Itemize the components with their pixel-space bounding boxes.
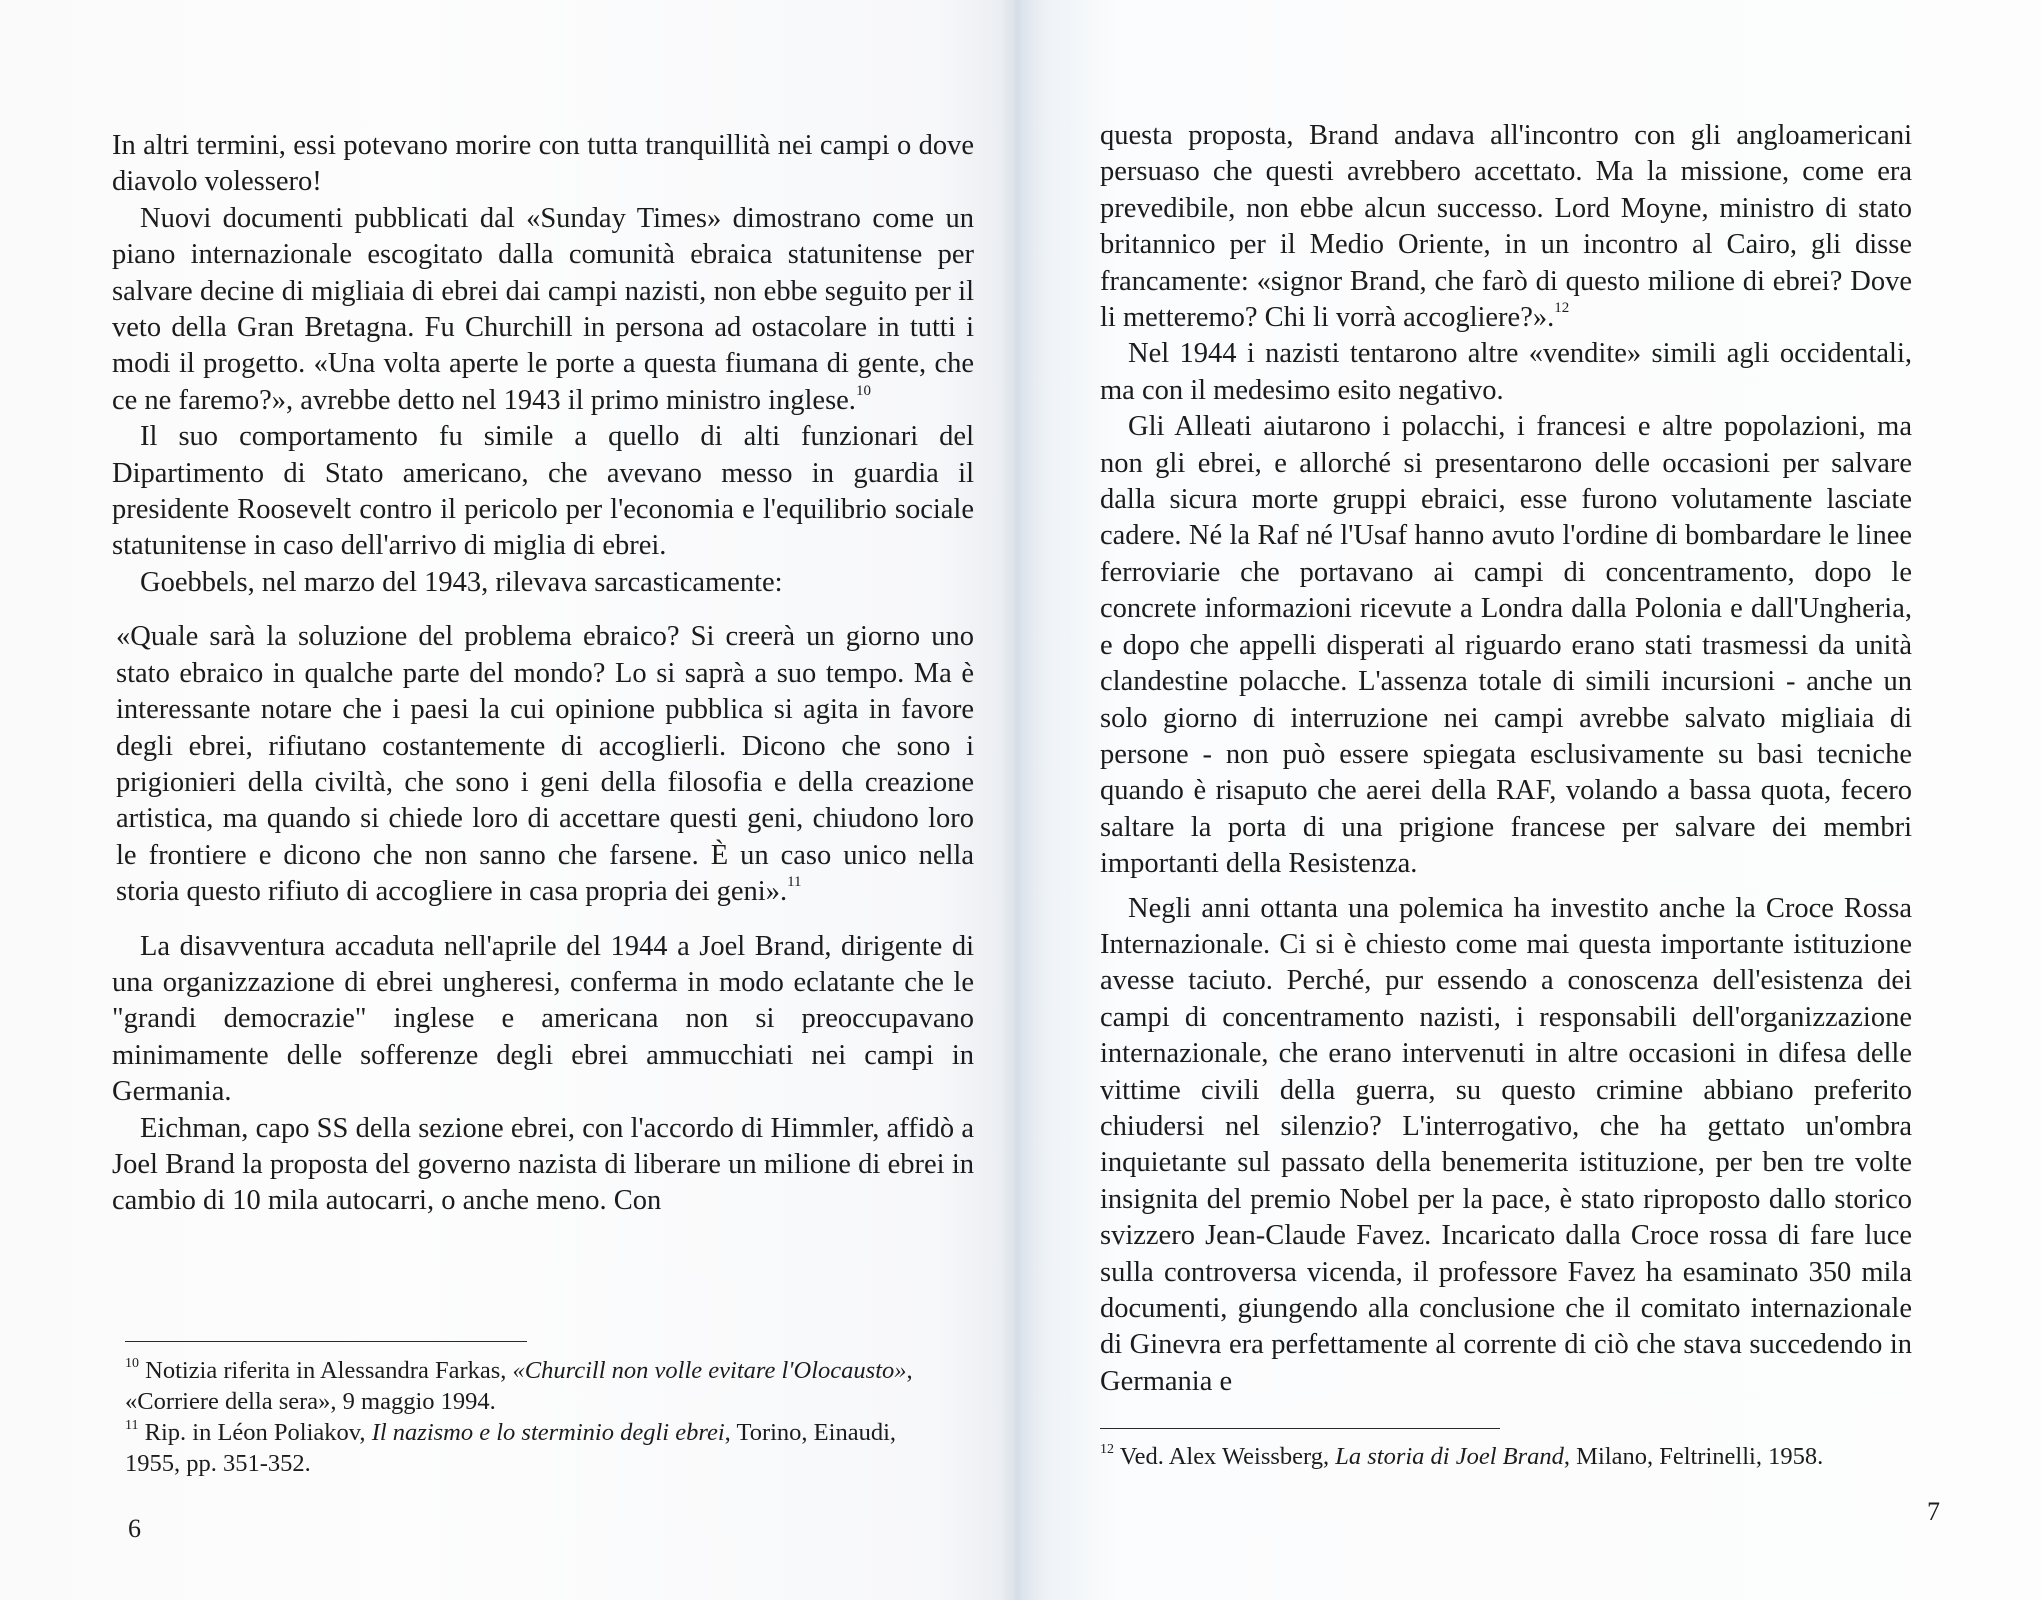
right-page-body [1100,118,1912,1400]
footnote-separator [1100,1428,1500,1429]
footnote-ref-11: 11 [787,874,802,891]
paragraph: Il suo comportamento fu simile a quello di alti funzionari del Dipartimento di Stato americano, che avevano messo in guardia il presidente Roosevelt contro il pericolo per l'economia e l'equilibrio sociale statunitense in caso dell'arrivo di miglia di ebrei. [112,421,974,562]
footnote-10: $^{10}$ Notizia riferita in Alessandra Farkas, «Churcill non volle evitare l'Olocausto», «Corriere della sera», 9 maggio 1994. [125,1356,913,1415]
paragraph: Goebbels, nel marzo del 1943, rilevava sarcasticamente: [140,566,783,598]
footnote-11: $^{11}$ Rip. in Léon Poliakov, Il nazismo e lo sterminio degli ebrei, Torino, Einaudi, 1955, pp. 351-352. [125,1418,896,1477]
paragraph: In altri termini, essi potevano morire con tutta tranquillità nei campi o dove diavolo volessero! [112,130,974,198]
left-page-body [112,128,974,1220]
footnote-12: $^{12}$ Ved. Alex Weissberg, La storia di Joel Brand, Milano, Feltrinelli, 1958. [1100,1442,1824,1470]
block-quote: «Quale sarà la soluzione del problema ebraico? Si creerà un giorno uno stato ebraico in qualche parte del mondo? Lo si saprà a suo tempo. Ma è interessante notare che i paesi la cui opinione pubblica si agita in favore degli ebrei, rifiutano costantemente di accoglierli. Dicono che sono i prigionieri della civiltà, che sono i geni della filosofia e della creazione artistica, ma quando si chiede loro di accettare questi geni, chiudono loro le frontiere e dicono che non sanno che farsene. È un caso unico nella storia questo rifiuto di accogliere in casa propria dei geni».$^{11}$ [116,621,974,908]
page-number: 6 [128,1514,141,1543]
page-number: 7 [1927,1497,1940,1526]
paragraph: Negli anni ottanta una polemica ha investito anche la Croce Rossa Internazionale. Ci si è chiesto come mai questa importante istituzione avesse taciuto. Perché, pur essendo a conoscenza dell'esistenza dei campi di concentramento nazisti, i responsabili dell'organizzazione internazionale, che erano intervenuti in altre occasioni in difesa delle vittime civili della guerra, su questo crimine abbiano preferito chiudersi nel silenzio? L'interrogativo, che ha gettato un'ombra inquietante sul passato della benemerita istituzione, per ben tre volte insignita del premio Nobel per la pace, è stato riproposto dallo storico svizzero Jean-Claude Favez. Incaricato dalla Croce rossa di fare luce sulla controversa vicenda, il professore Favez ha esaminato 350 mila documenti, giungendo alla conclusione che il comitato internazionale di Ginevra era perfettamente al corrente di ciò che stava succedendo in Germania e [1100,892,1912,1397]
footnote-separator [125,1341,527,1342]
paragraph: questa proposta, Brand andava all'incontro con gli angloamericani persuaso che questi avrebbero accettato. Ma la missione, come era prevedibile, non ebbe alcun successo. Lord Moyne, ministro di stato britannico per il Medio Oriente, in un incontro al Cairo, gli disse francamente: «signor Brand, che farò di questo milione di ebrei? Dove li metteremo? Chi li vorrà accogliere?».$^{12}$ [1100,120,1912,334]
footnote-ref-10: 10 [855,382,871,399]
paragraph: La disavventura accaduta nell'aprile del 1944 a Joel Brand, dirigente di una organizzazione di ebrei ungheresi, conferma in modo eclatante che le "grandi democrazie" inglese e americana non si preoccupavano minimamente delle sofferenze degli ebrei ammucchiati nei campi in Germania. [112,930,974,1108]
left-page [0,0,1015,1600]
footnote-ref-12: 12 [1554,300,1570,317]
right-footnotes [1100,1441,1920,1472]
paragraph: Eichman, capo SS della sezione ebrei, con l'accordo di Himmler, affidò a Joel Brand la proposta del governo nazista di liberare un milione di ebrei in cambio di 10 mila autocarri, o anche meno. Con [112,1112,974,1217]
paragraph: Nel 1944 i nazisti tentarono altre «vendite» simili agli occidentali, ma con il medesimo esito negativo. [1100,338,1912,406]
paragraph: Gli Alleati aiutarono i polacchi, i francesi e altre popolazioni, ma non gli ebrei, e allorché si presentarono delle occasioni per salvare dalla sicura morte gruppi ebraici, esse furono volutamente lasciate cadere. Né la Raf né l'Usaf hanno avuto l'ordine di bombardare le linee ferroviarie che portavano ai campi di concentramento, dopo le concrete informazioni ricevute a Londra dalla Polonia e dall'Ungheria, e dopo che appelli disperati al riguardo erano stati trasmessi da unità clandestine polacche. L'assenza totale di simili incursioni - anche un solo giorno di interruzione nei campi avrebbe salvato migliaia di persone - non può essere spiegata esclusivamente su basi tecniche quando è risaputo che aerei della RAF, volando a bassa quota, fecero saltare la porta di una prigione francese per salvare dei membri importanti della Resistenza. [1100,411,1912,880]
book-gutter-shadow [1000,0,1040,1600]
paragraph: Nuovi documenti pubblicati dal «Sunday Times» dimostrano come un piano internazionale escogitato dalla comunità ebraica statunitense per salvare decine di migliaia di ebrei dai campi nazisti, non ebbe seguito per il veto della Gran Bretagna. Fu Churchill in persona ad ostacolare in tutti i modi il progetto. «Una volta aperte le porte a questa fiumana di gente, che ce ne faremo?», avrebbe detto nel 1943 il primo ministro inglese.$^{10}$ [112,202,974,416]
left-footnotes [125,1355,925,1479]
